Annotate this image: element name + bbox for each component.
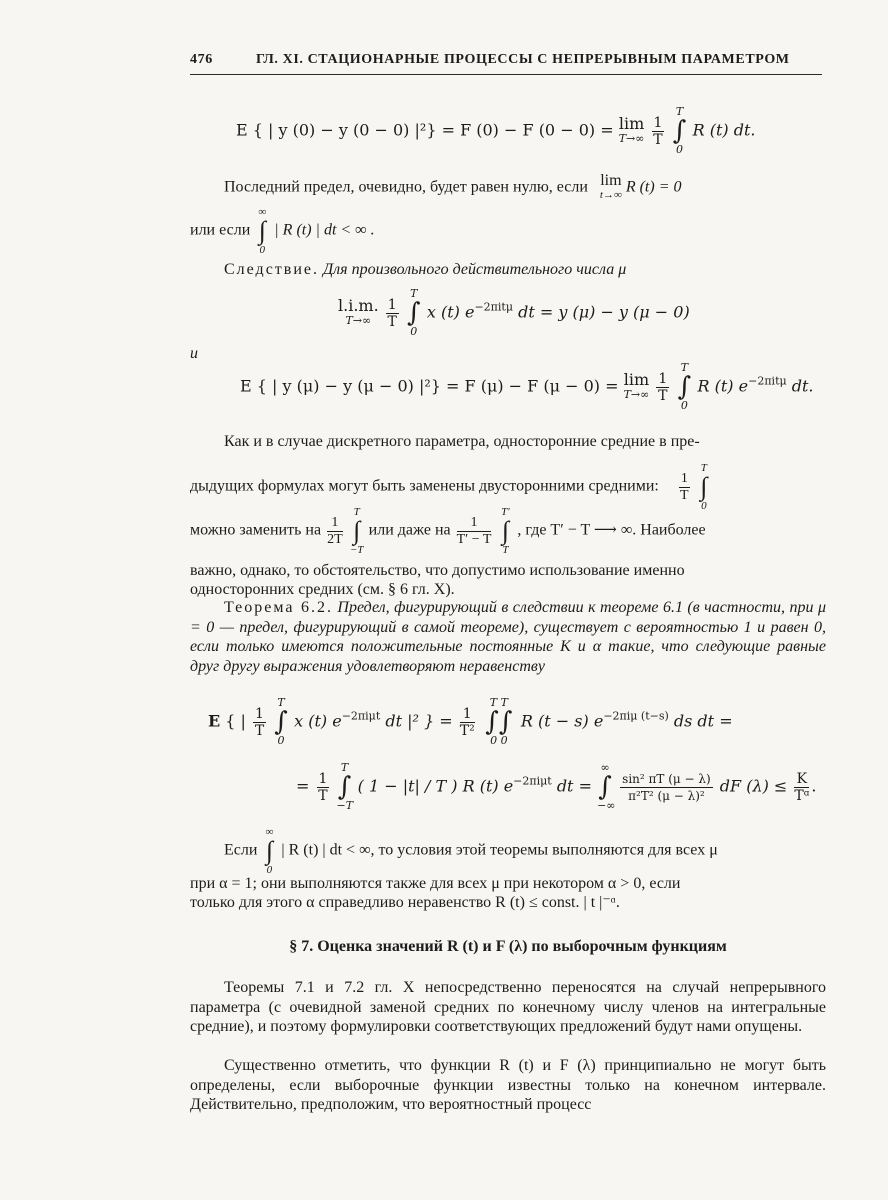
paragraph-3-line-2: при α = 1; они выполняются также для всех μ при некотором α > 0, если bbox=[190, 875, 681, 892]
eq2-integral: T ∫ 0 bbox=[407, 287, 421, 338]
theorem-label: Теорема 6.2. bbox=[224, 599, 333, 616]
eq2-fraction: $\frac{1}{T}$ bbox=[387, 296, 397, 330]
equation-3: E { | y (μ) − y (μ − 0) |²} = F (μ) − F (μ − 0) = lim T→∞ $\frac{1}{T}$ T ∫ 0 R (t) $e^{-2\pi it\mu}$ dt. bbox=[240, 361, 814, 412]
eq3-fraction: $\frac{1}{T}$ bbox=[658, 370, 668, 404]
running-title: ГЛ. XI. СТАЦИОНАРНЫЕ ПРОЦЕССЫ С НЕПРЕРЫВНЫМ ПАРАМЕТРОМ bbox=[256, 52, 790, 67]
corollary-text: Для произвольного действительного числа μ bbox=[323, 261, 627, 278]
theorem-6-2 bbox=[190, 598, 826, 676]
paragraph-1-line-1: Последний предел, очевидно, будет равен нулю, если lim t→∞ R (t) = 0 bbox=[224, 172, 682, 201]
eq1-integrand: R (t) dt. bbox=[692, 120, 756, 140]
eq4-double-integral: T T ∫∫ 0 0 bbox=[485, 696, 513, 747]
eq4-fraction: $\frac{1}{T}$ bbox=[254, 705, 265, 739]
paragraph-2-line-2: дыдущих формулах могут быть заменены двусторонними средними: $\frac{1}{T}$ T ∫ 0 bbox=[190, 462, 826, 512]
p2-fraction-2: $\frac{1}{2T}$ bbox=[327, 514, 343, 547]
paragraph-2-line-3: можно заменить на $\frac{1}{2T}$ T ∫ −T или даже на $\frac{1}{T' - T}$ T′ ∫ T , где T′ − T ⟶ ∞. Наиболее bbox=[190, 506, 706, 556]
p2-integral-3: T′ ∫ T bbox=[501, 506, 510, 556]
p2-integral-2: T ∫ −T bbox=[349, 506, 364, 556]
page-number: 476 bbox=[190, 52, 213, 67]
eq5-fraction-4: $\frac{K}{\text{Tᵅ}}$ bbox=[794, 770, 810, 804]
paragraph-2-line-4: важно, однако, то обстоятельство, что допустимо использование именно bbox=[190, 562, 685, 579]
equation-1 bbox=[236, 106, 756, 156]
corollary-label: Следствие. bbox=[224, 261, 319, 278]
eq5-fraction: $\frac{1}{T}$ bbox=[318, 770, 328, 804]
eq5-integral-2: ∞ ∫ −∞ bbox=[597, 761, 616, 812]
p2-fraction-1: $\frac{1}{T}$ bbox=[680, 470, 689, 503]
eq3-limit: lim T→∞ bbox=[623, 370, 650, 401]
eq2-limit: l.i.m. T→∞ bbox=[338, 296, 379, 327]
equation-5: = $\frac{1}{T}$ T ∫ −T ( 1 − |t| / T ) R (t) $e^{-2\pi i\mu t}$ dt = ∞ ∫ −∞ $\frac{\text{sin² πT (μ − λ)}}{\text{π²T² (μ − λ)²}}$ dF (λ) ≤ $\frac{K}{\text{Tᵅ}}$ . bbox=[296, 761, 817, 812]
eq3-integral: T ∫ 0 bbox=[677, 361, 692, 412]
section-heading: § 7. Оценка значений R (t) и F (λ) по выборочным функциям bbox=[289, 938, 727, 955]
paragraph-2-line-1: Как и в случае дискретного параметра, односторонние средние в пре- bbox=[224, 433, 700, 450]
p2-fraction-3: $\frac{1}{T' - T}$ bbox=[456, 514, 492, 547]
eq4-integral: T ∫ 0 bbox=[274, 696, 288, 747]
eq5-fraction-3: $\frac{\text{sin² πT (μ − λ)}}{\text{π²T² (μ − λ)²}}$ bbox=[622, 771, 711, 803]
eq1-limit: lim T→∞ bbox=[618, 114, 645, 145]
paragraph-4: Теоремы 7.1 и 7.2 гл. X непосредственно переносятся на случай непрерывного параметра (с очевидной заменой средних по конечному числу членов на интегральные средние), и поэтому формулировки соответствующих предложений будут нами опущены. bbox=[190, 979, 826, 1035]
paragraph-3-line-1: Если ∞ ∫ 0 | R (t) | dt < ∞, то условия этой теоремы выполняются для всех μ bbox=[224, 826, 718, 876]
theorem-text: Предел, фигурирующий в следствии к теореме 6.1 (в частности, при μ = 0 — предел, фигурирующий в самой теореме), существует с вероятностью 1 и равен 0, если только имеются положительные постоянные K и α такие, что следующие равные друг другу выражения удовлетворяют неравенству bbox=[190, 599, 827, 675]
paragraph-5: Существенно отметить, что функции R (t) и F (λ) принципиально не могут быть определены, если выборочные функции известны только на конечном интервале. Действительно, предположим, что вероятностный процесс bbox=[190, 1057, 826, 1113]
eq1-integral: T ∫ 0 bbox=[672, 105, 687, 156]
corollary bbox=[224, 260, 826, 280]
eq1-fraction: $\frac{1}{T}$ bbox=[653, 114, 663, 148]
paragraph-1-line-2: или если ∞ ∫ 0 | R (t) | dt < ∞ . bbox=[190, 206, 375, 256]
paragraph-3-line-3: только для этого α справедливо неравенство R (t) ≤ const. | t |⁻ᵅ. bbox=[190, 894, 620, 911]
paragraph-2-line-5: односторонних средних (см. § 6 гл. X). bbox=[190, 581, 455, 598]
p1-limit: lim t→∞ bbox=[599, 172, 622, 201]
eq4-fraction-2: $\frac{1}{\text{T²}}$ bbox=[459, 705, 475, 739]
conjunction-and: и bbox=[190, 345, 198, 362]
equation-4: E { | $\frac{1}{T}$ T ∫ 0 x (t) $e^{-2\pi i\mu t}$ dt |² } = $\frac{1}{\text{T²}}$ T T ∫∫ 0 0 R (t − s) $e^{-2\pi i\mu (t-s)}$ ds dt = bbox=[208, 696, 733, 747]
eq5-integral: T ∫ −T bbox=[336, 761, 354, 812]
running-header bbox=[190, 48, 822, 75]
equation-2: l.i.m. T→∞ $\frac{1}{T}$ T ∫ 0 x (t) $e^{-2\pi it\mu}$ dt = y (μ) − y (μ − 0) bbox=[338, 287, 690, 338]
p2-integral-1: T ∫ 0 bbox=[700, 462, 708, 512]
p3-integral: ∞ ∫ 0 bbox=[265, 826, 274, 876]
eq1-lhs: E { | y (0) − y (0 − 0) |²} = F (0) − F (0 − 0) = bbox=[236, 120, 614, 140]
p1-integral: ∞ ∫ 0 bbox=[258, 206, 267, 256]
